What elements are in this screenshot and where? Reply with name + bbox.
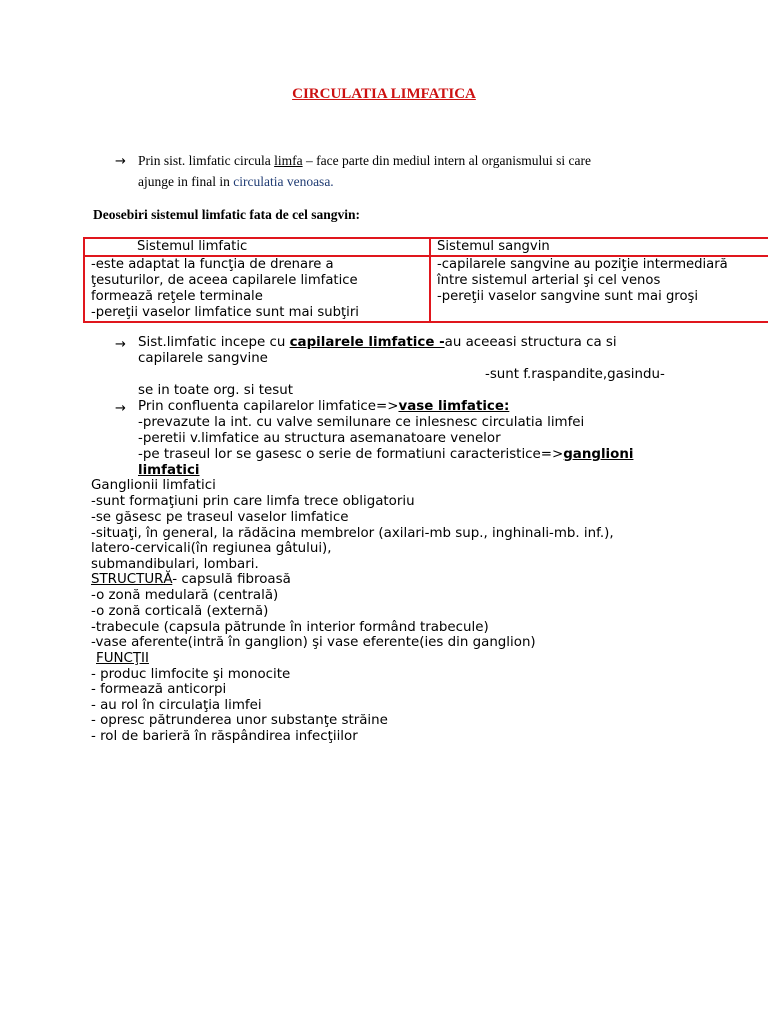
cell-line: -este adaptat la funcţia de drenare a [91,257,334,272]
arrow-icon: → [115,401,126,416]
header-limfatic: Sistemul limfatic [84,238,430,256]
intro-line-2 [138,174,334,190]
cell-line: -capilarele sangvine au poziţie intermediară [437,257,728,272]
functions-heading: FUNCŢII [96,651,149,666]
function-item: - formează anticorpi [91,682,227,697]
term-capilare: capilarele limfatice - [289,335,445,350]
text-line: -sunt formaţiuni prin care limfa trece obligatoriu [91,494,415,509]
cell-line: ţesuturilor, de aceea capilarele limfatice [91,273,358,288]
term-ganglioni: ganglioni [563,447,634,462]
cell-limfatic [84,256,430,322]
arrow-icon: → [115,154,126,169]
text-line: submandibulari, lombari. [91,557,259,572]
term-limfatici: limfatici [138,463,200,478]
function-item: - produc limfocite şi monocite [91,667,291,682]
structure-item: -o zonă medulară (centrală) [91,588,279,603]
text-line: -situaţi, în general, la rădăcina membrelor (axilari-mb sup., inghinali-mb. inf.), [91,526,614,541]
table-header-row [84,238,768,256]
function-item: - opresc pătrunderea unor substanţe străine [91,713,388,728]
table-row [84,256,768,322]
bullet-text-cont: au aceeasi structura ca si [444,335,617,350]
structure-rest: - capsulă fibroasă [172,572,291,587]
text-line: Ganglionii limfatici [91,478,216,493]
structure-label: STRUCTURĂ [91,572,173,587]
term-vase-limfatice: vase limfatice: [398,399,510,414]
comparison-heading: Deosebiri sistemul limfatic fata de cel sangvin: [93,207,360,222]
text-line: -se găsesc pe traseul vaselor limfatice [91,510,349,525]
bullet-vase [138,399,509,415]
bullet-text: Prin confluenta capilarelor limfatice=> [138,399,399,414]
comparison-table [83,237,768,323]
header-sangvin: Sistemul sangvin [430,238,768,256]
structure-heading [91,572,291,588]
structure-item: -o zonă corticală (externă) [91,604,269,619]
intro-text: Prin sist. limfatic circula [138,153,275,168]
bullet-line: -peretii v.limfatice au structura asemanatoare venelor [138,431,501,446]
text-line: latero-cervicali(în regiunea gâtului), [91,541,332,556]
intro-term-limfa: limfa [274,153,303,168]
bullet-line: se in toate org. si tesut [138,383,293,398]
bullet-text: Sist.limfatic incepe cu [138,335,290,350]
cell-line: formează reţele terminale [91,289,263,304]
bullet-capilare [138,335,617,351]
cell-line: -pereţii vaselor sangvine sunt mai groşi [437,289,699,304]
bullet-text: -pe traseul lor se gasesc o serie de formatiuni caracteristice=> [138,447,564,462]
structure-item: -trabecule (capsula pătrunde în interior formând trabecule) [91,620,489,635]
bullet-line: -sunt f.raspandite,gasindu- [485,367,665,382]
intro-term-venoasa: circulatia venoasa. [233,174,334,189]
bullet-line [138,447,633,463]
arrow-icon: → [115,337,126,352]
intro-text-2: ajunge in final in [138,174,234,189]
cell-line: -pereţii vaselor limfatice sunt mai subţiri [91,305,359,320]
function-item: - au rol în circulaţia limfei [91,698,262,713]
intro-line-1 [138,153,591,169]
bullet-line: -prevazute la int. cu valve semilunare ce inlesnesc circulatia limfei [138,415,585,430]
intro-text-cont: – face parte din mediul intern al organismului si care [302,153,592,168]
cell-line: între sistemul arterial şi cel venos [437,273,661,288]
structure-item: -vase aferente(intră în ganglion) şi vase eferente(ies din ganglion) [91,635,536,650]
bullet-line: capilarele sangvine [138,351,268,366]
cell-sangvin [430,256,768,322]
function-item: - rol de barieră în răspândirea infecţiilor [91,729,358,744]
page-title: CIRCULATIA LIMFATICA [292,86,476,102]
